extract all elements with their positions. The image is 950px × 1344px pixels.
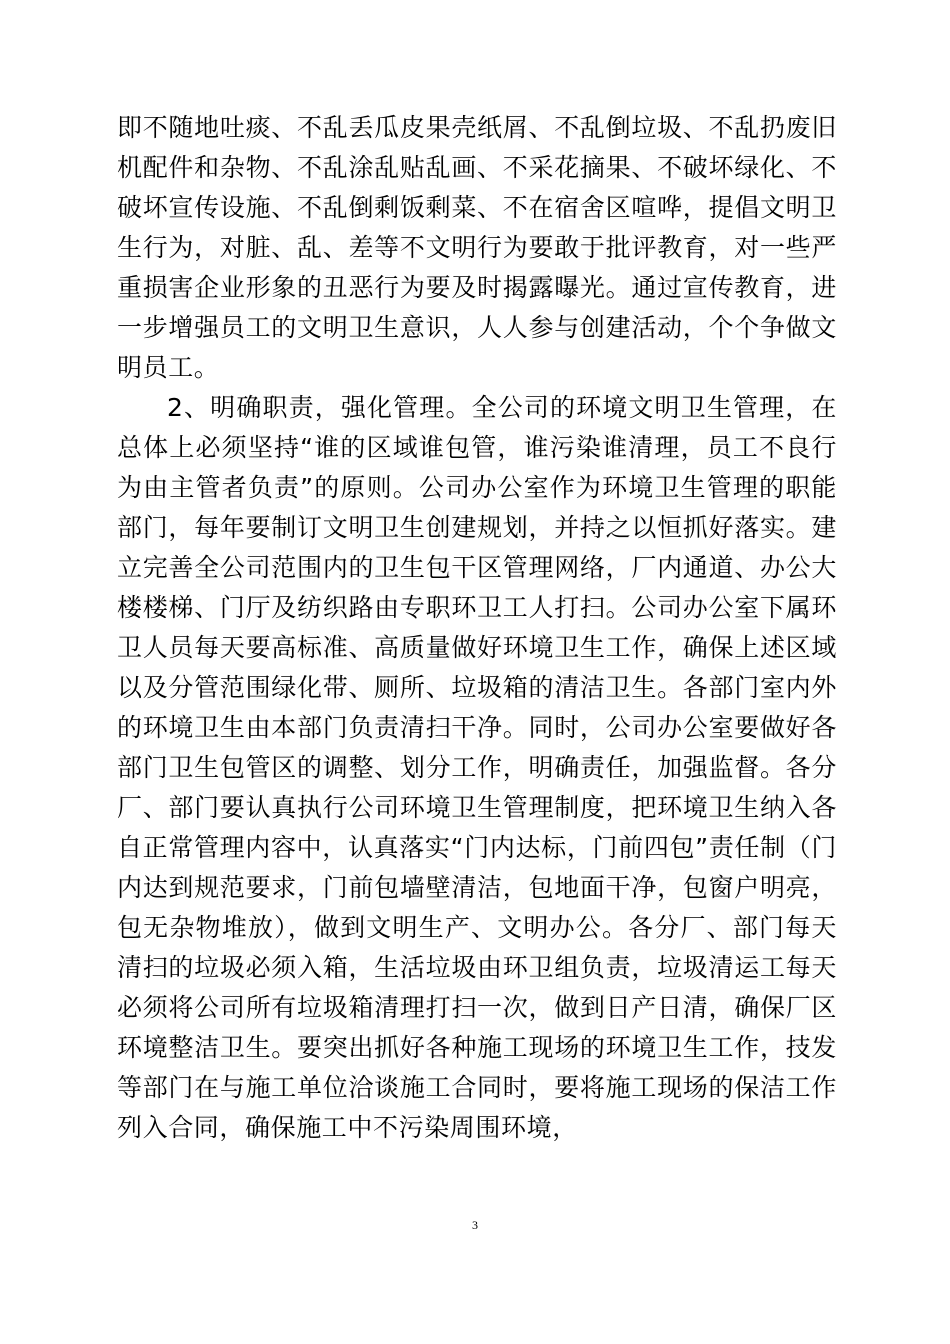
body-text [117, 108, 837, 1148]
page-number: 3 [472, 1218, 478, 1232]
paragraph-item-2: 2、明确职责，强化管理。全公司的环境文明卫生管理，在总体上必须坚持“谁的区域谁包管，谁污染谁清理，员工不良行为由主管者负责”的原则。公司办公室作为环境卫生管理的职能部门，每年要制订文明卫生创建规划，并持之以恒抓好落实。建立完善全公司范围内的卫生包干区管理网络，厂内通道、办公大楼楼梯、门厅及纺织路由专职环卫工人打扫。公司办公室下属环卫人员每天要高标准、高质量做好环境卫生工作，确保上述区域以及分管范围绿化带、厕所、垃圾箱的清洁卫生。各部门室内外的环境卫生由本部门负责清扫干净。同时，公司办公室要做好各部门卫生包管区的调整、划分工作，明确责任，加强监督。各分厂、部门要认真执行公司环境卫生管理制度，把环境卫生纳入各自正常管理内容中，认真落实“门内达标，门前四包”责任制（门内达到规范要求，门前包墙壁清洁，包地面干净，包窗户明亮，包无杂物堆放），做到文明生产、文明办公。各分厂、部门每天清扫的垃圾必须入箱，生活垃圾由环卫组负责，垃圾清运工每天必须将公司所有垃圾箱清理打扫一次，做到日产日清，确保厂区环境整洁卫生。要突出抓好各种施工现场的环境卫生工作，技发等部门在与施工单位洽谈施工合同时，要将施工现场的保洁工作列入合同，确保施工中不污染周围环境， [117, 393, 837, 1142]
paragraph-continuation: 即不随地吐痰、不乱丢瓜皮果壳纸屑、不乱倒垃圾、不乱扔废旧机配件和杂物、不乱涂乱贴乱画、不采花摘果、不破坏绿化、不破坏宣传设施、不乱倒剩饭剩菜、不在宿舍区喧哗，提倡文明卫生行为，对脏、乱、差等不文明行为要敢于批评教育，对一些严重损害企业形象的丑恶行为要及时揭露曝光。通过宣传教育，进一步增强员工的文明卫生意识，人人参与创建活动，个个争做文明员工。 [117, 113, 837, 382]
